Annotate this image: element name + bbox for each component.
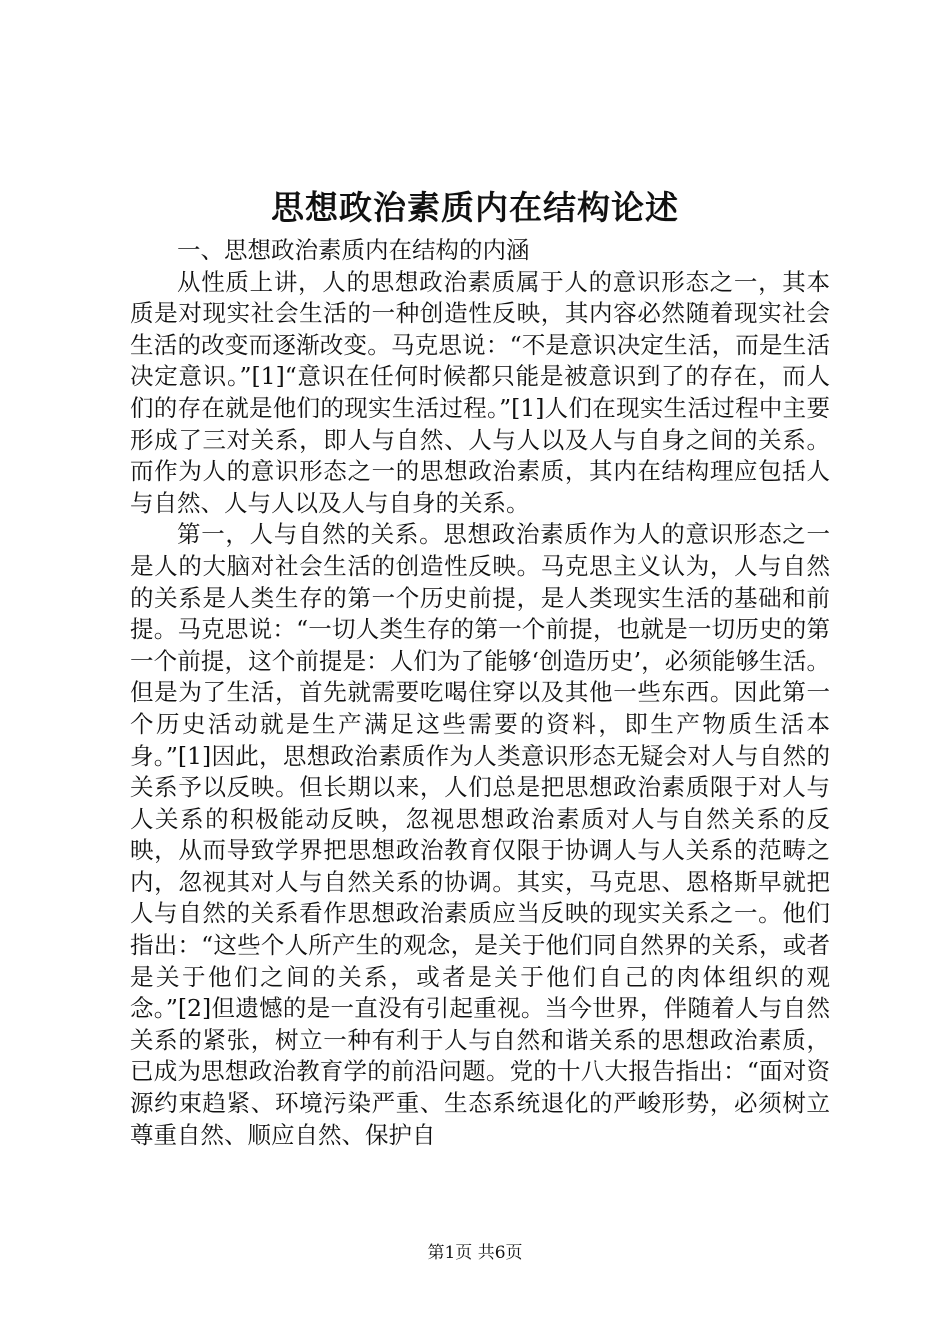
document-body (130, 235, 830, 1151)
paragraph: 第一，人与自然的关系。思想政治素质作为人的意识形态之一是人的大脑对社会生活的创造性反映。马克思主义认为，人与自然的关系是人类生存的第一个历史前提，是人类现实生活的基础和前提。马克思说：“一切人类生存的第一个前提，也就是一切历史的第一个前提，这个前提是：人们为了能够‘创造历史’，必须能够生活。但是为了生活，首先就需要吃喝住穿以及其他一些东西。因此第一个历史活动就是生产满足这些需要的资料，即生产物质生活本身。”[1]因此，思想政治素质作为人类意识形态无疑会对人与自然的关系予以反映。但长期以来，人们总是把思想政治素质限于对人与人关系的积极能动反映，忽视思想政治素质对人与自然关系的反映，从而导致学界把思想政治教育仅限于协调人与人关系的范畴之内，忽视其对人与自然关系的协调。其实，马克思、恩格斯早就把人与自然的关系看作思想政治素质应当反映的现实关系之一。他们指出：“这些个人所产生的观念，是关于他们同自然界的关系，或者是关于他们之间的关系，或者是关于他们自己的肉体组织的观念。”[2]但遗憾的是一直没有引起重视。当今世界，伴随着人与自然关系的紧张，树立一种有利于人与自然和谐关系的思想政治素质，已成为思想政治教育学的前沿问题。党的十八大报告指出：“面对资源约束趋紧、环境污染严重、生态系统退化的严峻形势，必须树立尊重自然、顺应自然、保护自 (130, 520, 830, 1149)
paragraph: 从性质上讲，人的思想政治素质属于人的意识形态之一，其本质是对现实社会生活的一种创造性反映，其内容必然随着现实社会生活的改变而逐渐改变。马克思说：“不是意识决定生活，而是生活决定意识。”[1]“意识在任何时候都只能是被意识到了的存在，而人们的存在就是他们的现实生活过程。”[1]人们在现实生活过程中主要形成了三对关系，即人与自然、人与人以及人与自身之间的关系。而作为人的意识形态之一的思想政治素质，其内在结构理应包括人与自然、人与人以及人与自身的关系。 (130, 267, 830, 517)
document-title: 思想政治素质内在结构论述 (271, 188, 679, 227)
page-footer: 第1页 共6页 (427, 1243, 523, 1263)
section-heading: 一、思想政治素质内在结构的内涵 (177, 236, 530, 264)
